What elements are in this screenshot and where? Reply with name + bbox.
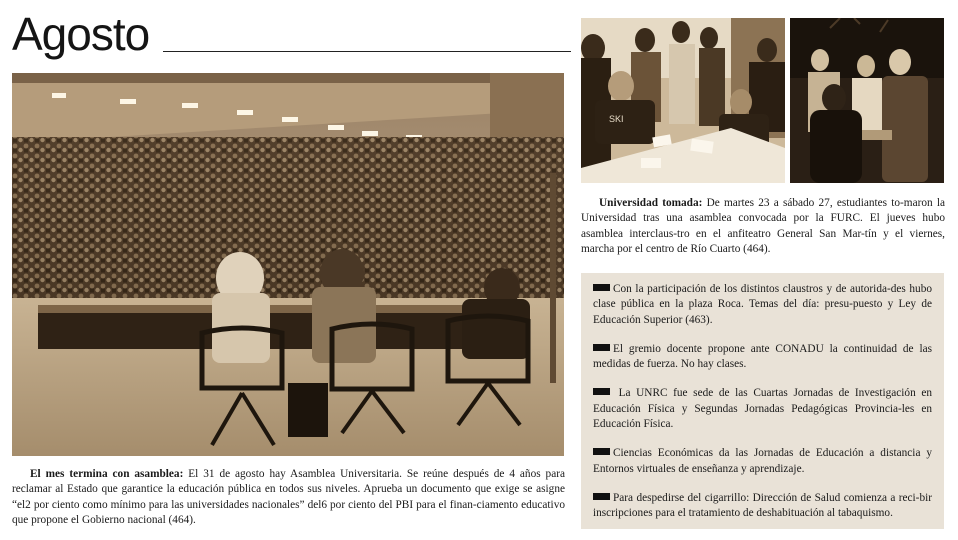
caption-lead: El mes termina con asamblea: [30,468,184,480]
bullet-icon [593,448,610,455]
svg-text:SKI: SKI [609,114,624,124]
news-item [593,386,932,432]
news-text: Para despedirse del cigarrillo: Dirección de Salud comienza a reci-bir inscripciones para el tratamiento de deshabituación al tabaquismo. [593,491,932,520]
bullet-icon [593,284,610,291]
page-title: Agosto [12,8,150,60]
caption-lead: Universidad tomada: [599,197,703,209]
caption-body: De martes 23 a sábado 27, estudiantes to-maron la Universidad tras una asamblea convocada por la FURC. El jueves hubo asamblea interclaus-tro en el anfiteatro General San Mar-tín y el viernes, marcha por el centro de Río Cuarto (464). [581,197,945,255]
news-item [593,491,932,522]
bullet-icon [593,388,610,395]
news-text: Con la participación de los distintos claustros y de autorida-des hubo clase pública en la plaza Roca. Temas del día: presu-puesto y Ley de Educación Superior (463). [593,283,932,326]
news-text: El gremio docente propone ante CONADU la continuidad de las medidas de fuerza. No hay clases. [593,342,932,371]
night-meeting-photo [790,18,944,183]
news-item [593,342,932,373]
main-photo [12,73,564,456]
title-rule [163,51,571,52]
caption-body: El 31 de agosto hay Asamblea Universitaria. Se reúne después de 4 años para reclamar al Estado que garantice la educación pública en todos sus niveles. Aprueba un documento que exige se asigne “el2 por ciento como mínimo para las universidades nacionales” del6 por ciento del PBI para el finan-ciamento educativo que propone el Gobierno nacional (464). [12,468,565,526]
news-item [593,446,932,477]
bullet-icon [593,344,610,351]
news-text: La UNRC fue sede de las Cuartas Jornadas de Investigación en Educación Física y Segundas Jornadas Pedagógicas Provincia-les en Educación Física. [593,387,932,431]
main-caption [12,467,565,528]
news-box [581,273,944,529]
news-text: Ciencias Económicas da las Jornadas de Educación a distancia y Entornos virtuales de enseñanza y aprendizaje. [593,447,932,475]
university-caption [581,196,945,257]
bullet-icon [593,493,610,500]
news-item [593,282,932,328]
students-photo [581,18,785,183]
